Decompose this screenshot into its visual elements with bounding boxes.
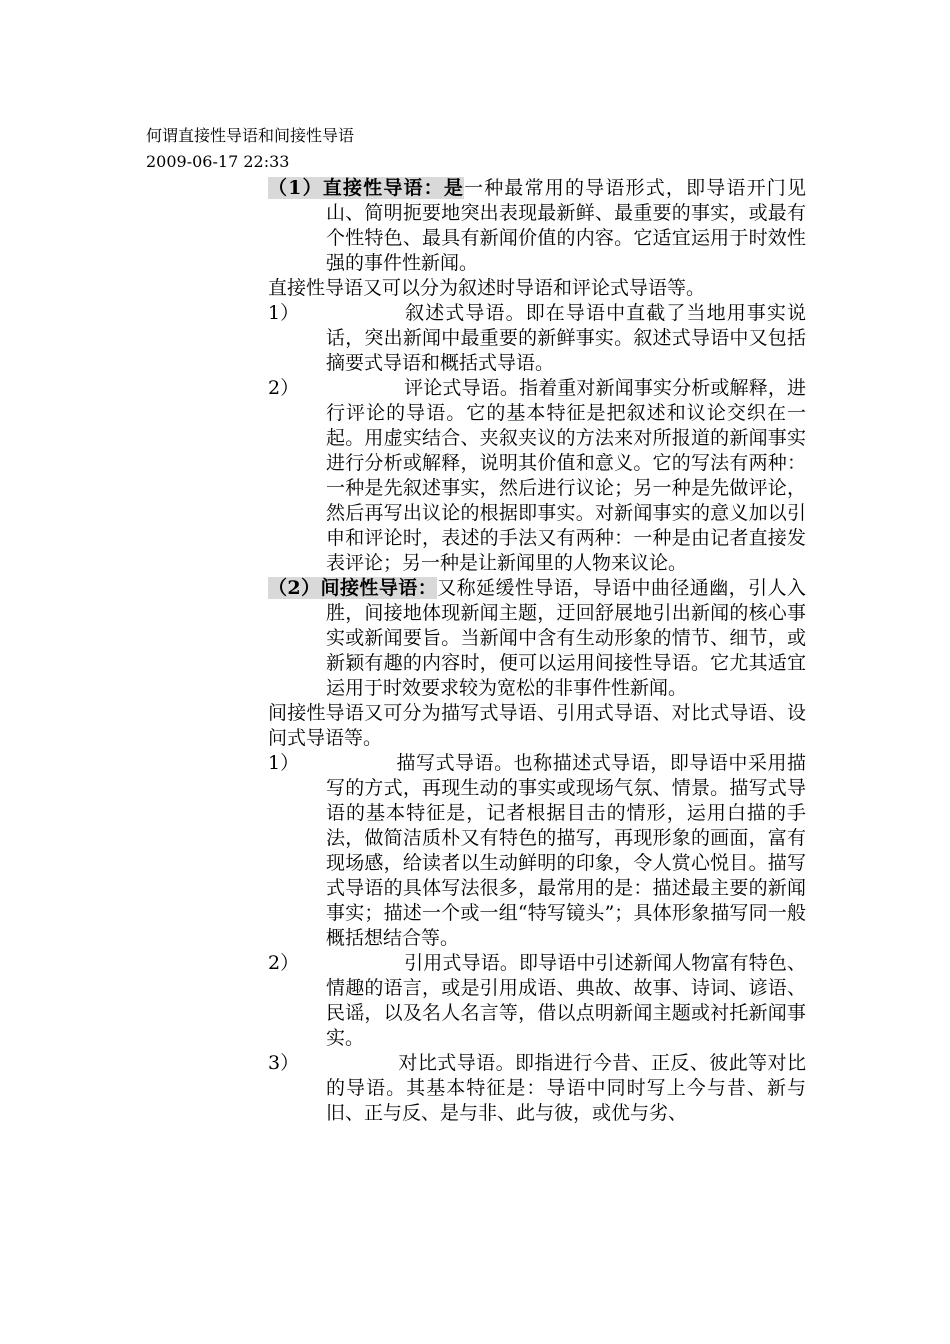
list-item <box>268 751 806 951</box>
list-item <box>268 376 806 576</box>
list-item-text: 对比式导语。即指进行今昔、正反、彼此等对比的导语。其基本特征是：导语中同时写上今与昔、新与旧、正与反、是与非、此与彼，或优与劣、 <box>326 1052 806 1124</box>
section1-paragraph <box>268 176 806 276</box>
list-item-number: 2） <box>268 952 300 974</box>
list-item-number: 1） <box>268 302 300 324</box>
list-item-number: 1） <box>268 752 300 774</box>
document-body <box>268 176 806 1126</box>
list-item-text: 引用式导语。即导语中引述新闻人物富有特色、情趣的语言，或是引用成语、典故、故事、诗词、谚语、民谣，以及名人名言等，借以点明新闻主题或衬托新闻事实。 <box>326 952 806 1049</box>
document-title: 何谓直接性导语和间接性导语 <box>146 126 355 145</box>
document-date: 2009-06-17 22:33 <box>146 152 290 171</box>
list-item-number: 2） <box>268 377 300 399</box>
section2-intro: 间接性导语又可分为描写式导语、引用式导语、对比式导语、设问式导语等。 <box>268 702 806 749</box>
section1-intro: 直接性导语又可以分为叙述时导语和评论式导语等。 <box>268 277 706 299</box>
list-item <box>268 1051 806 1126</box>
section2-heading: （2）间接性导语： <box>268 577 438 599</box>
section1-heading: （1）直接性导语：是 <box>268 177 465 199</box>
section2-paragraph <box>268 576 806 701</box>
list-item-text: 叙述式导语。即在导语中直截了当地用事实说话，突出新闻中最重要的新鲜事实。叙述式导语中又包括摘要式导语和概括式导语。 <box>326 302 806 374</box>
list-item-text: 评论式导语。指着重对新闻事实分析或解释，进行评论的导语。它的基本特征是把叙述和议论交织在一起。用虚实结合、夹叙夹议的方法来对所报道的新闻事实进行分析或解释，说明其价值和意义。它的写法有两种：一种是先叙述事实，然后进行议论；另一种是先做评论，然后再写出议论的根据即事实。对新闻事实的意义加以引申和评论时，表述的手法又有两种：一种是由记者直接发表评论；另一种是让新闻里的人物来议论。 <box>326 377 806 574</box>
list-item <box>268 951 806 1051</box>
list-item <box>268 301 806 376</box>
list-item-text: 描写式导语。也称描述式导语，即导语中采用描写的方式，再现生动的事实或现场气氛、情景。描写式导语的基本特征是，记者根据目击的情形，运用白描的手法，做简洁质朴又有特色的描写，再现形象的画面，富有现场感，给读者以生动鲜明的印象，令人赏心悦目。描写式导语的具体写法很多，最常用的是：描述最主要的新闻事实；描述一个或一组“特写镜头”；具体形象描写同一般概括想结合等。 <box>326 752 806 949</box>
section2-text: 又称延缓性导语，导语中曲径通幽，引人入胜，间接地体现新闻主题，迂回舒展地引出新闻的核心事实或新闻要旨。当新闻中含有生动形象的情节、细节，或新颖有趣的内容时，便可以运用间接性导语。它尤其适宜运用于时效要求较为宽松的非事件性新闻。 <box>326 577 806 699</box>
list-item-number: 3） <box>268 1052 300 1074</box>
section1-text: 一种最常用的导语形式，即导语开门见山、简明扼要地突出表现最新鲜、最重要的事实，或最有个性特色、最具有新闻价值的内容。它适宜运用于时效性强的事件性新闻。 <box>326 177 806 274</box>
